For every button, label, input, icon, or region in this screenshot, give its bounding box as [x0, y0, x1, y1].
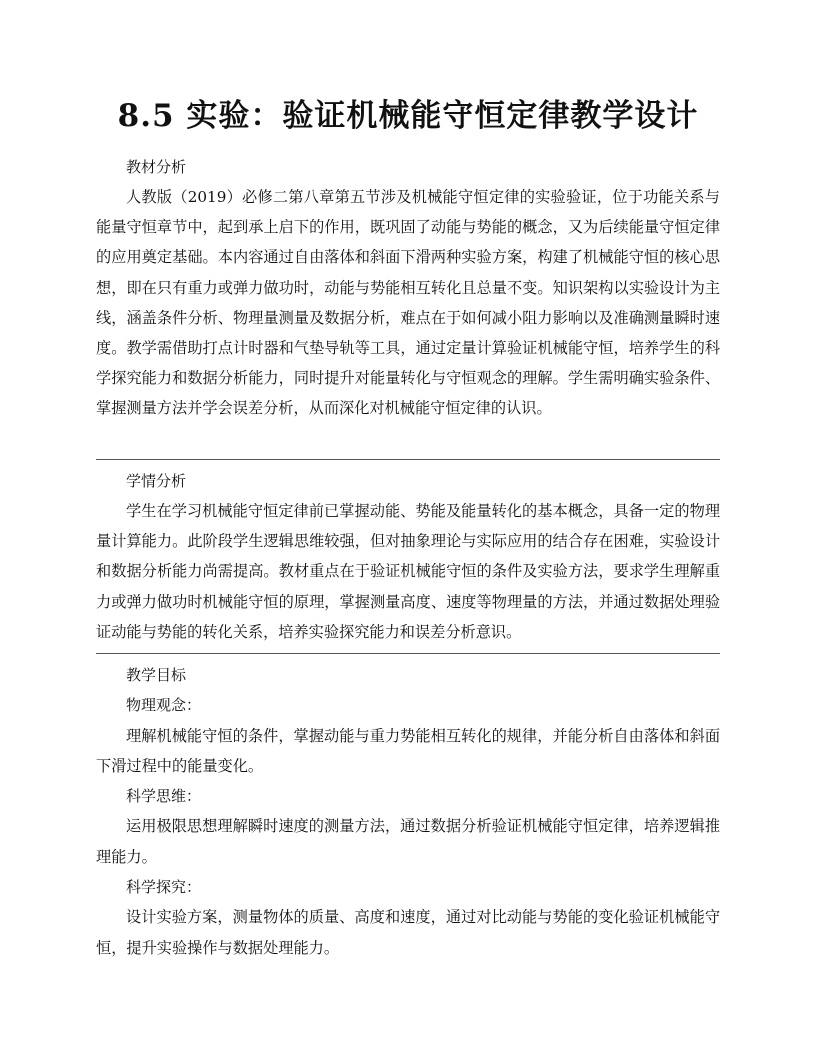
section-textbook-analysis [96, 152, 720, 424]
section-paragraph: 学生在学习机械能守恒定律前已掌握动能、势能及能量转化的基本概念，具备一定的物理量计算能力。此阶段学生逻辑思维较强，但对抽象理论与实际应用的结合存在困难，实验设计和数据分析能力尚需提高。教材重点在于验证机械能守恒的条件及实验方法，要求学生理解重力或弹力做功时机械能守恒的原理，掌握测量高度、速度等物理量的方法，并通过数据处理验证动能与势能的转化关系，培养实验探究能力和误差分析意识。 [96, 502, 720, 641]
objective-text: 理解机械能守恒的条件，掌握动能与重力势能相互转化的规律，并能分析自由落体和斜面下滑过程中的能量变化。 [96, 726, 720, 775]
section-divider [96, 653, 720, 654]
section-paragraph: 人教版（2019）必修二第八章第五节涉及机械能守恒定律的实验验证，位于功能关系与能量守恒章节中，起到承上启下的作用，既巩固了动能与势能的概念，又为后续能量守恒定律的应用奠定基础。本内容通过自由落体和斜面下滑两种实验方案，构建了机械能守恒的核心思想，即在只有重力或弹力做功时，动能与势能相互转化且总量不变。知识架构以实验设计为主线，涵盖条件分析、物理量测量及数据分析，难点在于如何减小阻力影响以及准确测量瞬时速度。教学需借助打点计时器和气垫导轨等工具，通过定量计算验证机械能守恒，培养学生的科学探究能力和数据分析能力，同时提升对能量转化与守恒观念的理解。学生需明确实验条件、掌握测量方法并学会误差分析，从而深化对机械能守恒定律的认识。 [96, 188, 720, 418]
section-heading: 教学目标 [126, 666, 187, 684]
section-heading: 学情分析 [126, 472, 187, 490]
section-learner-analysis [96, 466, 720, 647]
section-teaching-objectives [96, 660, 720, 963]
objective-label: 科学探究： [126, 877, 202, 896]
objective-label: 科学思维： [126, 786, 202, 805]
section-divider [96, 459, 720, 460]
objective-text: 设计实验方案，测量物体的质量、高度和速度，通过对比动能与势能的变化验证机械能守恒，提升实验操作与数据处理能力。 [96, 908, 720, 957]
document-title: 8.5 实验：验证机械能守恒定律教学设计 [117, 98, 699, 134]
section-heading: 教材分析 [126, 158, 187, 176]
objective-text: 运用极限思想理解瞬时速度的测量方法，通过数据分析验证机械能守恒定律，培养逻辑推理能力。 [96, 817, 720, 866]
objective-label: 物理观念： [126, 696, 202, 714]
